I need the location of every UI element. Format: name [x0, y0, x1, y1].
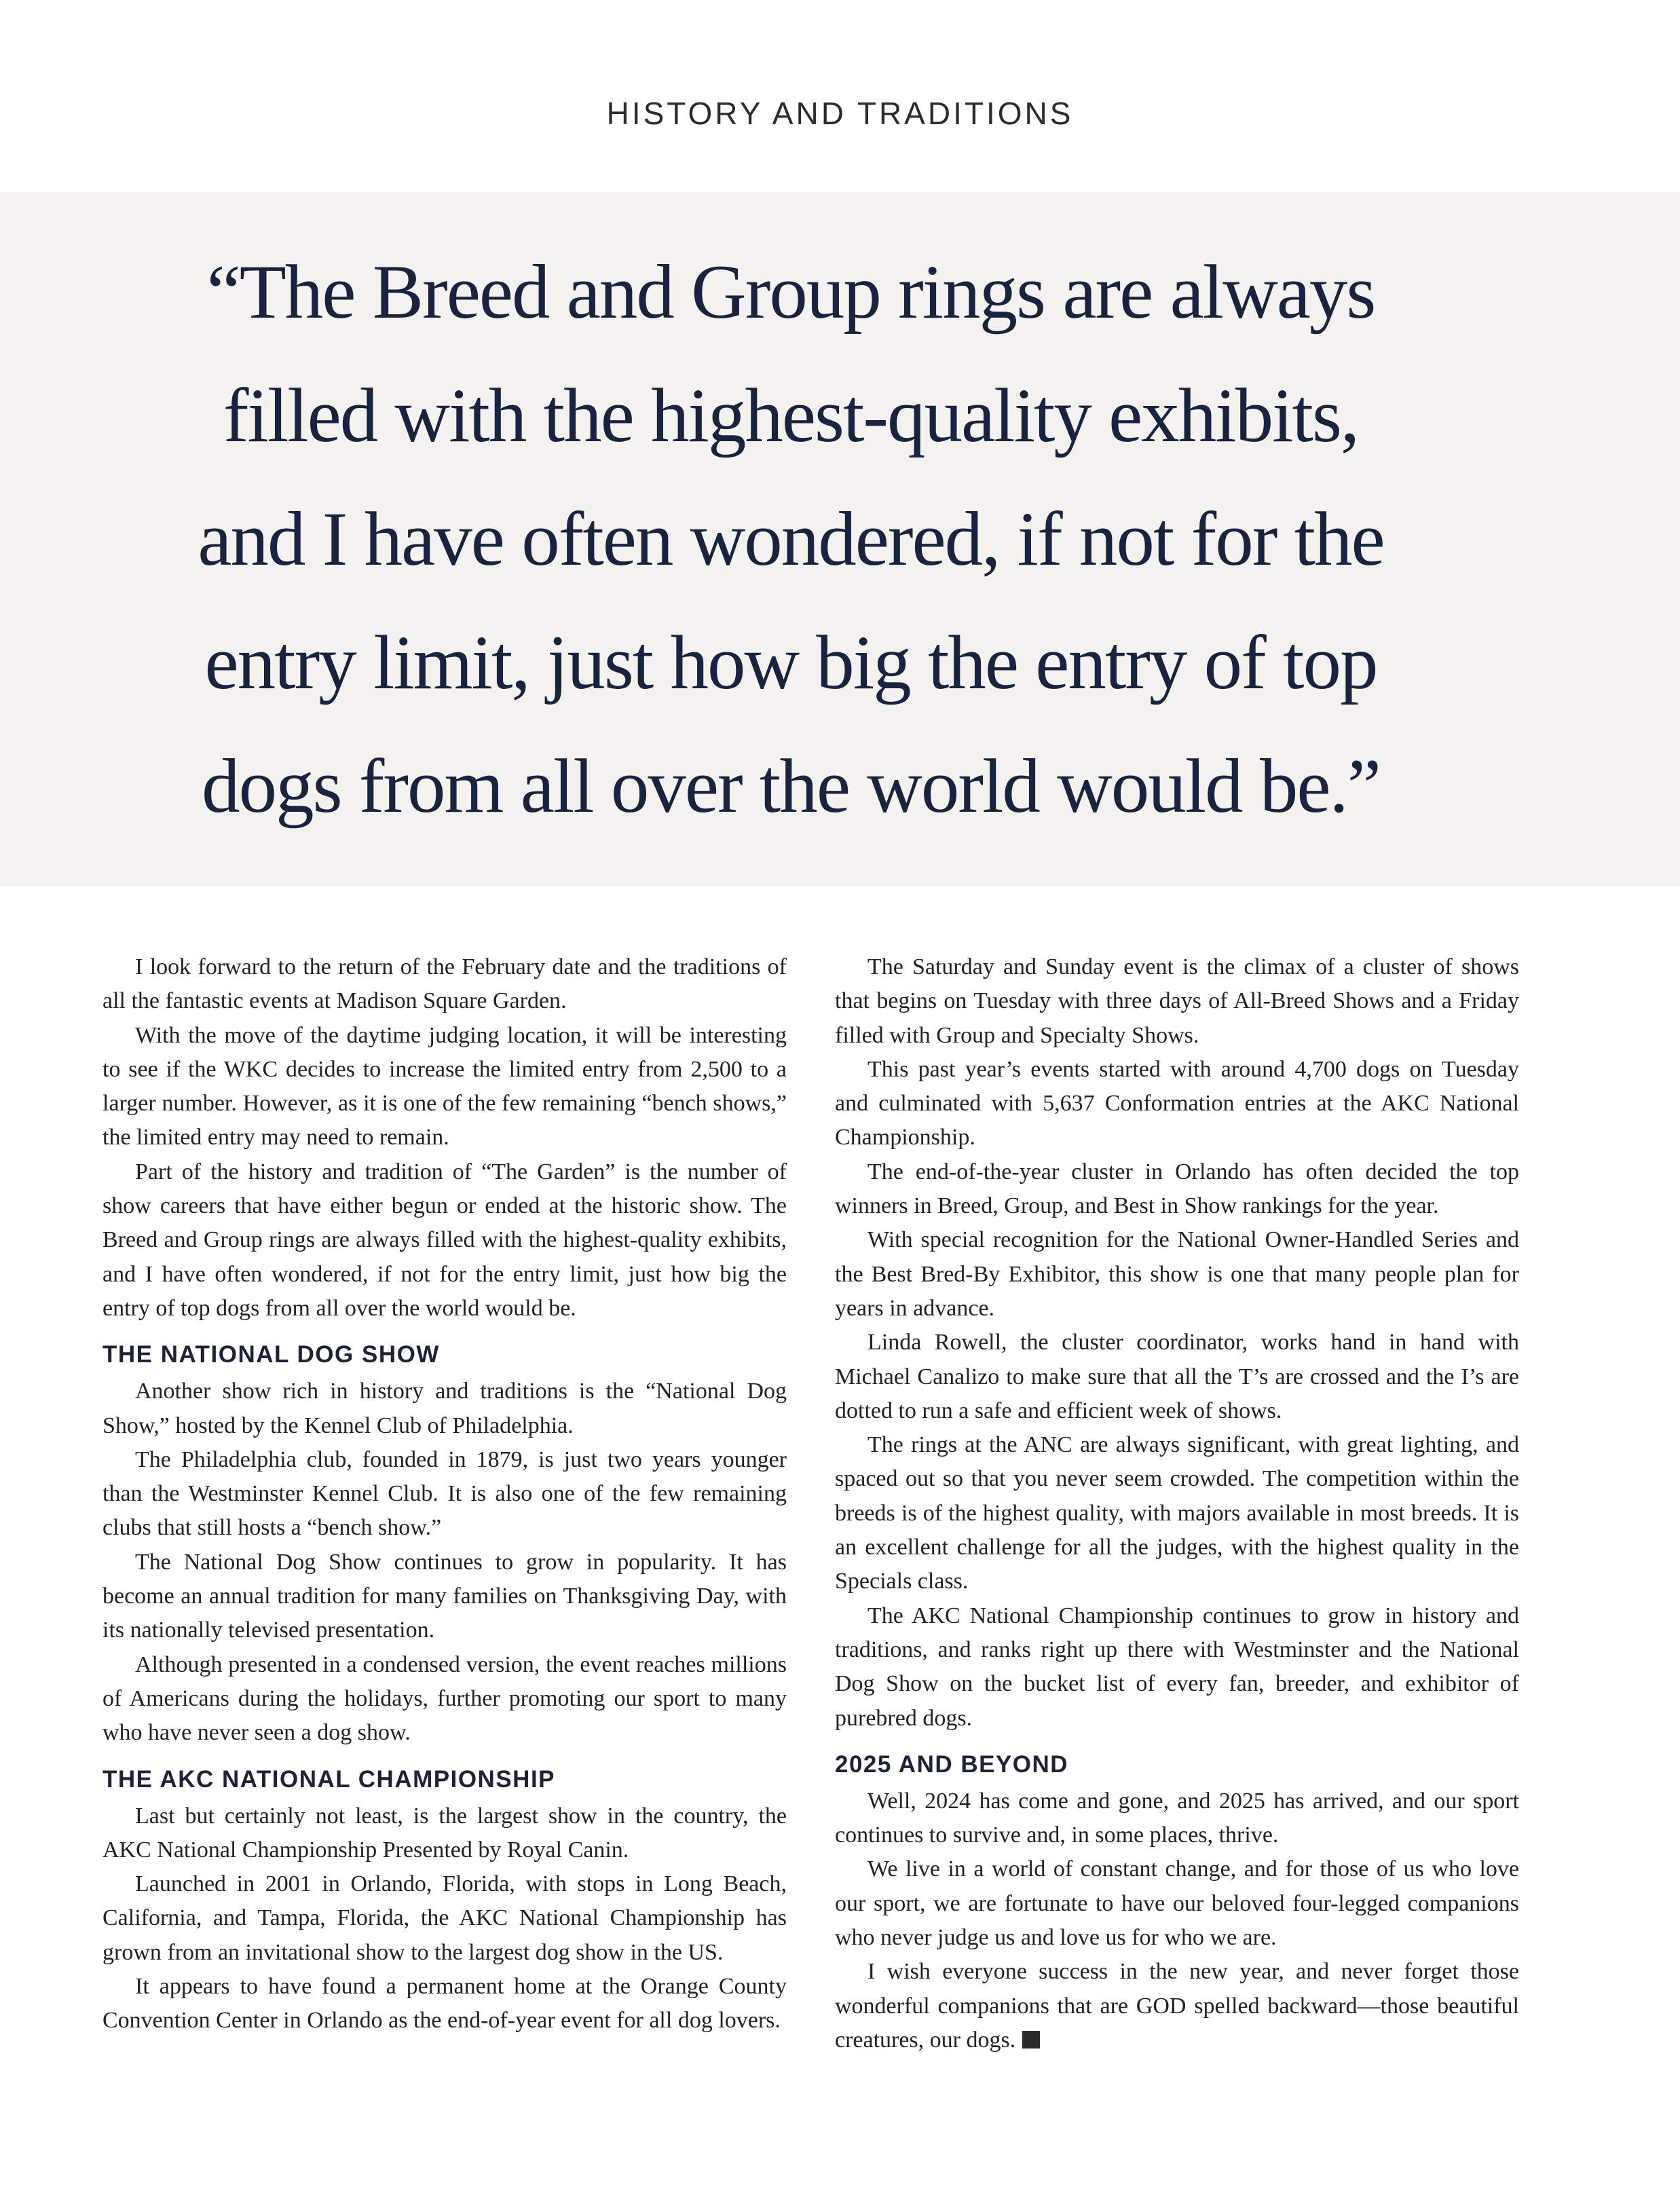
final-paragraph [835, 1955, 1519, 2057]
body-paragraph: Launched in 2001 in Orlando, Florida, with stops in Long Beach, California, and Tampa, Florida, the AKC National Championship has grown from an invitational show to the largest dog show in the US. [102, 1871, 787, 1965]
body-paragraph: The rings at the ANC are always significant, with great lighting, and spaced out so that you never seem crowded. The competition within the breeds is of the highest quality, with majors available in most breeds. It is an excellent challenge for all the judges, with the highest quality in the Specials class. [835, 1432, 1519, 1594]
pullquote [95, 231, 1487, 848]
pullquote-line: and I have often wondered, if not for the [198, 497, 1384, 582]
body-paragraph: The Saturday and Sunday event is the climax of a cluster of shows that begins on Tuesday with three days of All-Breed Shows and a Friday filled with Group and Specialty Shows. [835, 954, 1519, 1048]
section-heading-national-dog-show: THE NATIONAL DOG SHOW [102, 1341, 440, 1368]
section-heading-2025-and-beyond: 2025 AND BEYOND [835, 1751, 1069, 1778]
body-paragraph: With special recognition for the National Owner-Handled Series and the Best Bred-By Exhibitor, this show is one that many people plan for years in advance. [835, 1227, 1519, 1321]
body-paragraph: The National Dog Show continues to grow in popularity. It has become an annual tradition for many families on Thanksgiving Day, with its nationally televised presentation. [102, 1549, 787, 1643]
running-head: HISTORY AND TRADITIONS [606, 96, 1074, 131]
left-column [102, 950, 787, 2038]
pullquote-line: entry limit, just how big the entry of top [204, 620, 1377, 705]
body-paragraph: Part of the history and tradition of “The Garden” is the number of show careers that have either begun or ended at the historic show. The Breed and Group rings are always filled with the highest-quality exhibits, and I have often wondered, if not for the entry limit, just how big the entry of top dogs from all over the world would be. [102, 1159, 787, 1321]
pullquote-line: filled with the highest-quality exhibits, [223, 373, 1359, 458]
body-paragraph: The AKC National Championship continues to grow in history and traditions, and ranks right up there with Westminster and the National Dog Show on the bucket list of every fan, breeder, and exhibitor of purebred dogs. [835, 1603, 1519, 1731]
body-paragraph: Linda Rowell, the cluster coordinator, works hand in hand with Michael Canalizo to make sure that all the T’s are crossed and the I’s are dotted to run a safe and efficient week of shows. [835, 1330, 1519, 1423]
body-paragraph: The Philadelphia club, founded in 1879, is just two years younger than the Westminster Kennel Club. It is also one of the few remaining clubs that still hosts a “bench show.” [102, 1446, 787, 1541]
body-paragraph: I look forward to the return of the February date and the traditions of all the fantastic events at Madison Square Garden. [102, 954, 787, 1014]
pullquote-line: dogs from all over the world would be.” [202, 744, 1380, 829]
body-paragraph: The end-of-the-year cluster in Orlando has often decided the top winners in Breed, Group, and Best in Show rankings for the year. [835, 1159, 1519, 1219]
final-paragraph-text: I wish everyone success in the new year, and never forget those wonderful companions that are GOD spelled backward—those beautiful creatures, our dogs. [835, 1959, 1519, 2053]
body-paragraph: We live in a world of constant change, and for those of us who love our sport, we are fortunate to have our beloved four-legged companions who never judge us and love us for who we are. [835, 1856, 1519, 1951]
section-heading-akc-national-championship: THE AKC NATIONAL CHAMPIONSHIP [102, 1765, 556, 1793]
body-paragraph: With the move of the daytime judging location, it will be interesting to see if the WKC decides to increase the limited entry from 2,500 to a larger number. However, as it is one of the few remaining “bench shows,” the limited entry may need to remain. [102, 1022, 787, 1150]
body-paragraph: Well, 2024 has come and gone, and 2025 has arrived, and our sport continues to survive and, in some places, thrive. [835, 1788, 1519, 1848]
body-paragraph: Another show rich in history and traditions is the “National Dog Show,” hosted by the Kennel Club of Philadelphia. [102, 1379, 787, 1438]
right-column [835, 950, 1519, 2057]
body-paragraph: Last but certainly not least, is the largest show in the country, the AKC National Championship Presented by Royal Canin. [102, 1803, 787, 1863]
body-paragraph: This past year’s events started with around 4,700 dogs on Tuesday and culminated with 5,637 Conformation entries at the AKC National Championship. [835, 1056, 1519, 1150]
body-paragraph: It appears to have found a permanent home at the Orange County Convention Center in Orlando as the end-of-year event for all dog lovers. [102, 1974, 787, 2034]
body-paragraph: Although presented in a condensed version, the event reaches millions of Americans during the holidays, further promoting our sport to many who have never seen a dog show. [102, 1651, 787, 1746]
end-of-article-square-icon [1022, 2031, 1040, 2048]
pullquote-line: “The Breed and Group rings are always [206, 250, 1375, 335]
